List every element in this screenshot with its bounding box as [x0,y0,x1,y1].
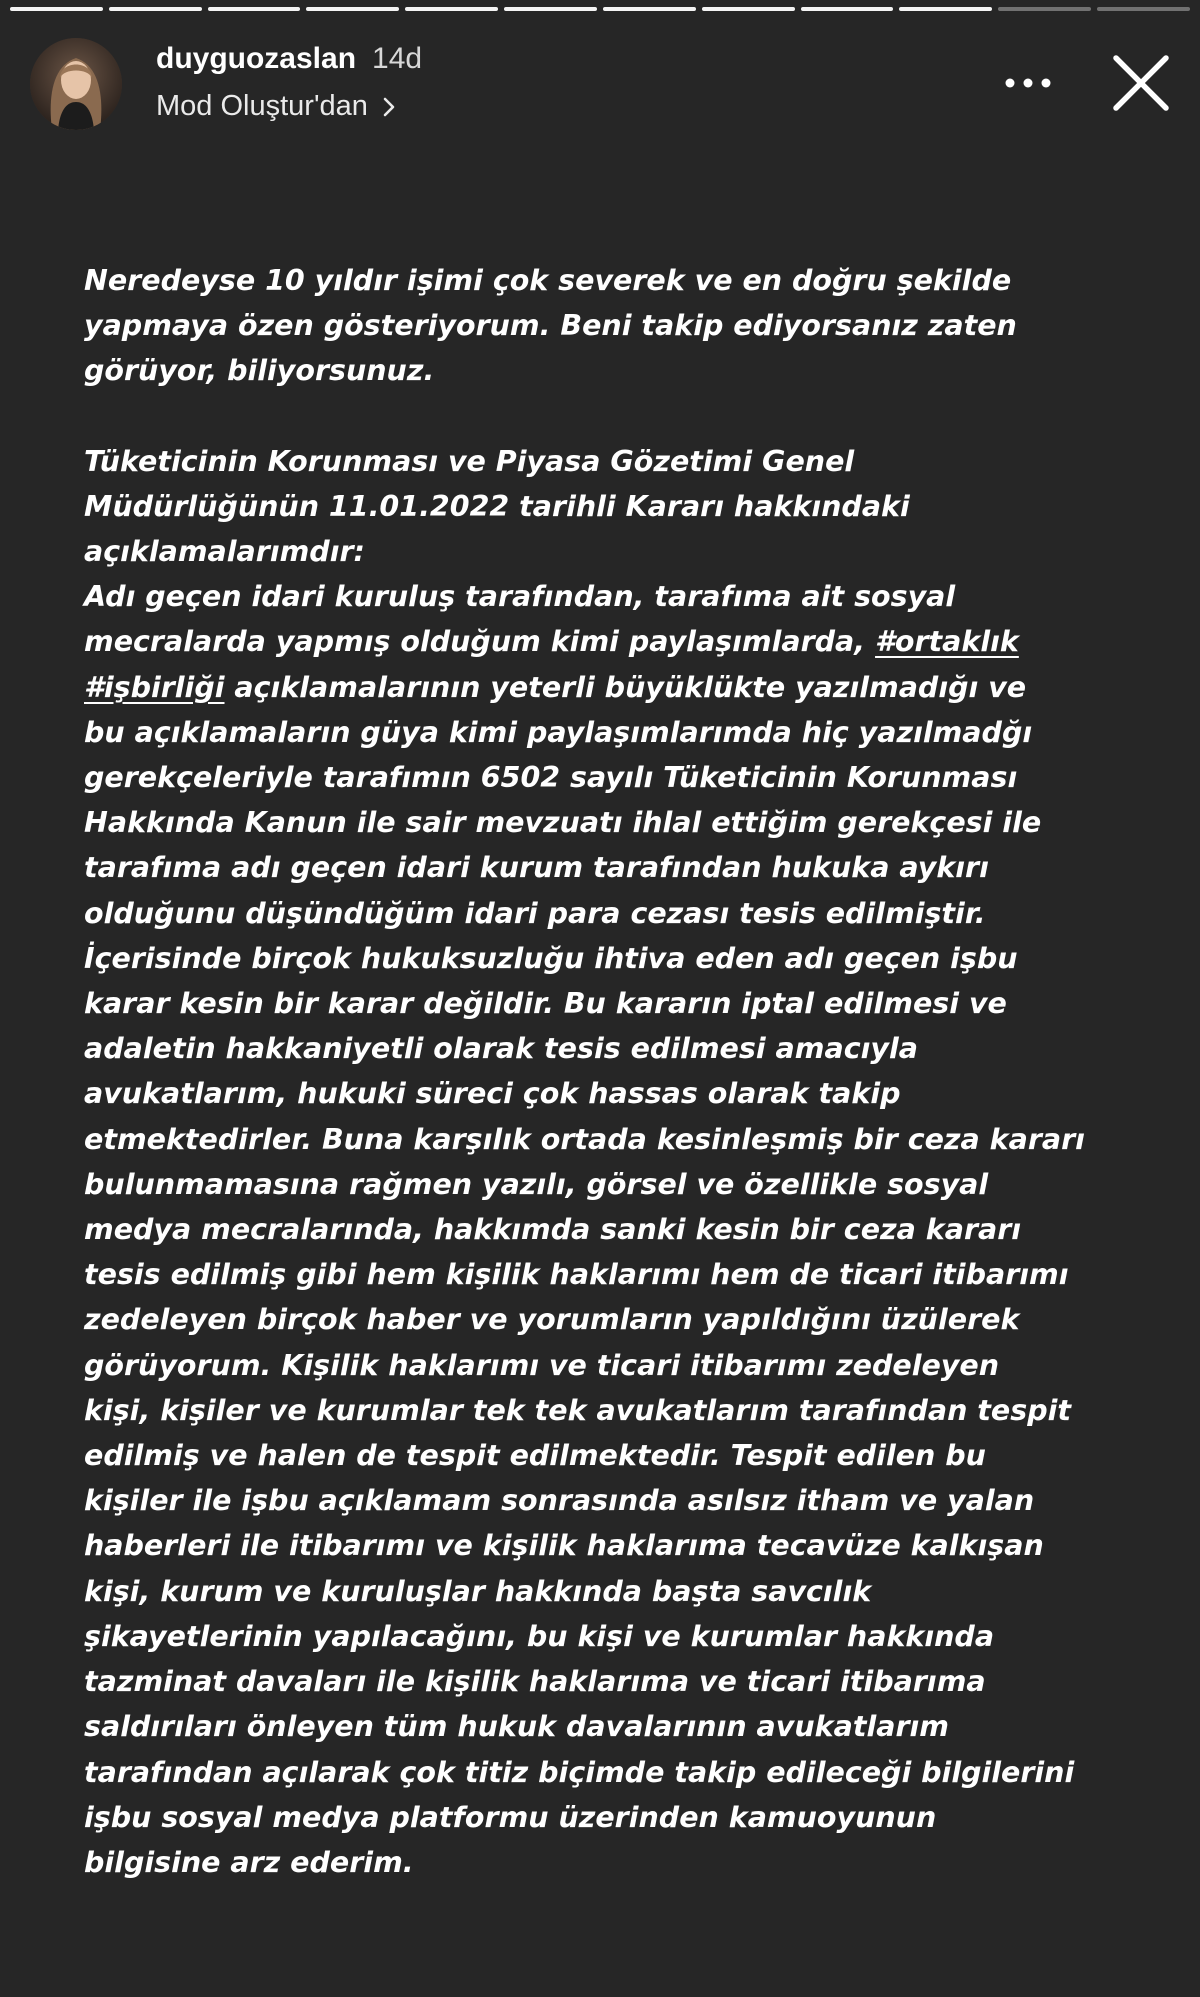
close-button[interactable] [1106,48,1176,118]
text-line: Neredeyse 10 yıldır işimi çok severek ve en doğru şekilde [84,264,1012,297]
text-line: zedeleyen birçok haber ve yorumların yapıldığını üzülerek [84,1303,1020,1337]
username[interactable]: duyguozaslan [156,42,357,75]
text-line: görüyorum. Kişilik haklarımı ve ticari itibarımı zedeleyen [84,1348,1000,1382]
text-line: işbu sosyal medya platformu üzerinden kamuoyunun [84,1800,937,1834]
text-line: bulunmamasına rağmen yazılı, görsel ve özellikle sosyal [84,1167,989,1201]
progress-segment [405,7,498,11]
text-line: avukatlarım, hukuki süreci çok hassas olarak takip [84,1077,901,1111]
text-line: gerekçeleriyle tarafımın 6502 sayılı Tüketicinin Korunması [84,761,1018,795]
text-line: kişiler ile işbu açıklamam sonrasında asılsız itham ve yalan [84,1484,1035,1518]
text-line: yapmaya özen gösteriyorum. Beni takip ediyorsanız zaten [84,309,1017,343]
text-line: karar kesin bir karar değildir. Bu kararın iptal edilmesi ve [84,987,1007,1021]
progress-segment [899,7,992,11]
text-line: kişi, kişiler ve kurumlar tek tek avukatlarım tarafından tespit [84,1393,1071,1427]
progress-segment [998,7,1091,11]
text-line: bilgisine arz ederim. [84,1845,414,1879]
text-line: adaletin hakkaniyetli olarak tesis edilmesi amacıyla [84,1032,918,1066]
close-icon [1110,52,1172,114]
text-line: görüyor, biliyorsunuz. [84,354,435,388]
text-line: Müdürlüğünün 11.01.2022 tarihli Kararı hakkındaki [84,489,910,523]
progress-segment [109,7,202,11]
story-progress-bar [10,7,1190,11]
text-line-with-hashtag [84,665,1184,710]
paragraph-gap [84,394,1184,439]
progress-segment [208,7,301,11]
progress-segment [306,7,399,11]
text-line-with-hashtag [84,619,1184,664]
text-line: açıklamalarımdır: [84,535,365,569]
text-line: bu açıklamaların güya kimi paylaşımlarımda hiç yazılmadğı [84,715,1033,749]
text-line: etmektedirler. Buna karşılık ortada kesinleşmiş bir ceza kararı [84,1122,1085,1156]
chevron-right-icon [378,96,400,118]
progress-segment [702,7,795,11]
text-line: Hakkında Kanun ile sair mevzuatı ihlal ettiğim gerekçesi ile [84,806,1042,840]
hashtag-link[interactable]: #ortaklık [875,625,1019,659]
text-line: tazminat davaları ile kişilik haklarıma ve ticari itibarıma [84,1665,986,1699]
create-mode-link[interactable] [156,90,422,123]
text-fragment: mecralarda yapmış olduğum kimi paylaşımlarda, [84,625,876,659]
progress-segment [10,7,103,11]
text-fragment: açıklamalarının yeterli büyüklükte yazılmadığı ve [224,670,1027,704]
text-line: medya mecralarında, hakkımda sanki kesin bir ceza kararı [84,1213,1022,1247]
create-mode-label: Mod Oluştur'dan [156,90,368,122]
text-line: tarafından açılarak çok titiz biçimde takip edileceği bilgilerini [84,1755,1075,1789]
text-line: edilmiş ve halen de tespit edilmektedir. Tespit edilen bu [84,1439,986,1473]
story-header [30,38,1176,130]
story-text [84,258,1184,1885]
text-line: Tüketicinin Korunması ve Piyasa Gözetimi Genel [84,444,855,478]
text-line: tesis edilmiş gibi hem kişilik haklarımı hem de ticari itibarımı [84,1258,1069,1292]
text-line: tarafıma adı geçen idari kurum tarafından hukuka aykırı [84,851,989,885]
text-line: olduğunu düşündüğüm idari para cezası tesis edilmiştir. [84,896,986,930]
text-line: şikayetlerinin yapılacağını, bu kişi ve kurumlar hakkında [84,1619,995,1653]
progress-segment [801,7,894,11]
post-time: 14d [372,42,423,75]
hashtag-link[interactable]: #işbirliği [84,670,225,704]
text-line: kişi, kurum ve kuruluşlar hakkında başta savcılık [84,1574,872,1608]
progress-segment [504,7,597,11]
text-line: İçerisinde birçok hukuksuzluğu ihtiva eden adı geçen işbu [84,941,1018,975]
more-horizontal-icon [1004,77,1052,89]
progress-segment [603,7,696,11]
progress-segment [1097,7,1190,11]
text-line: saldırıları önleyen tüm hukuk davalarının avukatlarım [84,1710,949,1744]
text-line: haberleri ile itibarımı ve kişilik haklarıma tecavüze kalkışan [84,1529,1044,1563]
user-info [156,42,422,123]
text-line: Adı geçen idari kuruluş tarafından, tarafıma ait sosyal [84,580,956,614]
avatar[interactable] [30,38,122,130]
more-options-button[interactable] [1000,58,1056,108]
